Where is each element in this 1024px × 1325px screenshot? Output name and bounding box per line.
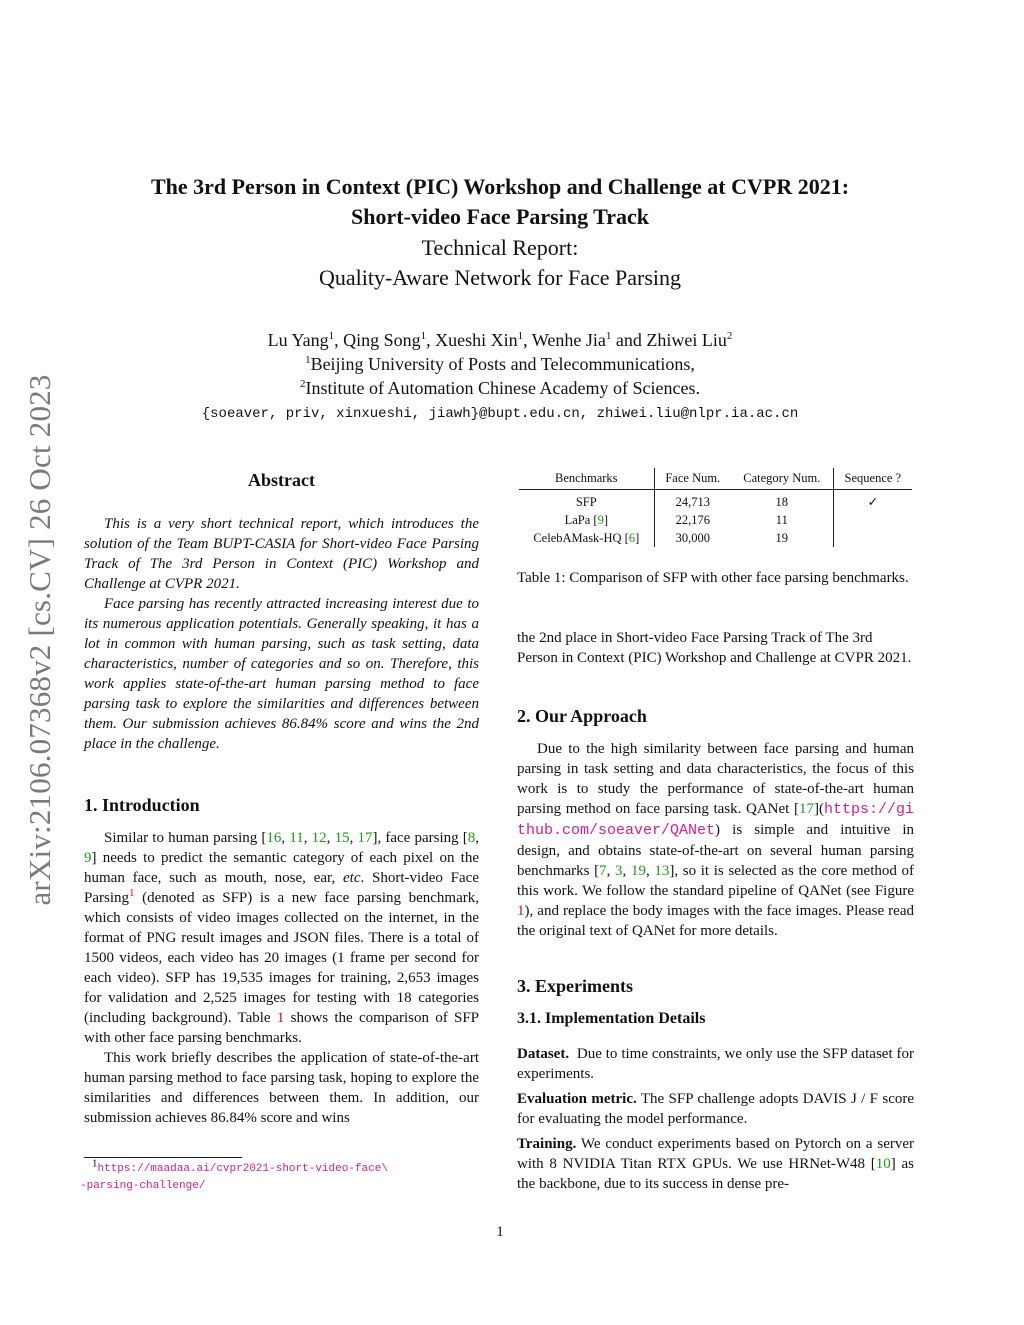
text-run: CelebAMask-HQ [: [533, 531, 629, 545]
citation-link[interactable]: 11: [289, 830, 304, 846]
table-ref-link[interactable]: 1: [276, 1010, 285, 1026]
author-emails: {soeaver, priv, xinxueshi, jiawh}@bupt.edu.cn, zhiwei.liu@nlpr.ia.ac.cn: [201, 406, 799, 422]
training-paragraph: [517, 1134, 914, 1194]
table-cell: 11: [731, 511, 833, 529]
intro-paragraph-1: Similar to human parsing [16, 11, 12, 15, 17], face parsing [8, 9] needs to predict the semantic category of each pixel on the human face, such as mouth, nose, ear, etc. Short-video Face Parsing$^1$ (denoted as SFP) is a new face parsing benchmark, which consists of video images collected on the internet, in the format of PNG result images and JSON files. There is a total of 1500 videos, each video has 20 images (1 frame per second for each video). SFP has 19,535 images for training, 2,653 images for validation and 2,525 images for testing with 18 categories (including background). Table 1 shows the comparison of SFP with other face parsing benchmarks.: [84, 830, 480, 1046]
abstract-heading: Abstract: [248, 470, 315, 490]
text-run: Similar to human parsing [: [104, 830, 267, 846]
text-run: ], so it is selected as the core method of this work. We follow the standard pipeline of QANet (see Figure: [517, 863, 915, 899]
citation-link[interactable]: 10: [875, 1156, 891, 1172]
author-name: Qing Song: [343, 330, 421, 350]
citation-link[interactable]: 16: [266, 830, 282, 846]
footnote-rule: [84, 1157, 242, 1158]
checkmark-icon: ✓: [867, 495, 879, 509]
subsection-heading-implementation: 3.1. Implementation Details: [517, 1010, 706, 1027]
table-cell: 24,713: [675, 495, 710, 509]
paper-title-line-2: Short-video Face Parsing Track: [351, 204, 649, 229]
section-heading-approach: 2. Our Approach: [517, 706, 647, 726]
table-caption: Table 1: Comparison of SFP with other face parsing benchmarks.: [517, 570, 909, 586]
intro-continuation: the 2nd place in Short-video Face Parsing Track of The 3rd Person in Context (PIC) Workshop and Challenge at CVPR 2021.: [517, 630, 912, 666]
approach-body: [517, 739, 914, 941]
citation-link[interactable]: 17: [357, 830, 373, 846]
author-affil-mark: 2: [726, 330, 733, 342]
author-affil-mark: 1: [420, 330, 427, 342]
table-cell: CelebAMask-HQ [6]: [519, 529, 654, 547]
paper-title-line-1: The 3rd Person in Context (PIC) Workshop and Challenge at CVPR 2021:: [150, 174, 850, 199]
text-run: (denoted as SFP) is a new face parsing benchmark, which consists of video images collected on the internet, in the format of PNG result images and JSON files. There is a total of 1500 videos, each video has 20 images (1 frame per second for each video). SFP has 19,535 images for training, 2,653 images for validation and 2,525 images for testing with 18 categories (including background). Table: [84, 890, 479, 1026]
citation-link[interactable]: 17: [798, 801, 814, 817]
text-run: ], face parsing [: [372, 830, 468, 846]
table-cell: 30,000: [675, 531, 710, 545]
benchmark-table: [519, 468, 912, 547]
metric-paragraph: [517, 1089, 914, 1129]
footnote-link[interactable]: 1: [129, 887, 135, 899]
table-header-cell: Benchmarks: [519, 468, 654, 490]
affil-text: Beijing University of Posts and Telecommunications,: [310, 354, 695, 374]
table-cell: 19: [731, 529, 833, 547]
author-name: Lu Yang: [267, 330, 329, 350]
text-run: LaPa [: [564, 513, 598, 527]
author-name: Xueshi Xin: [435, 330, 518, 350]
intro-paragraph-2: This work briefly describes the application of state-of-the-art human parsing method to face parsing task, hoping to explore the similarities and differences between them. In addition, our submission achieves 86.84% score and wins: [84, 1050, 479, 1126]
author-sep: and: [611, 330, 647, 350]
table-header-row: [519, 468, 912, 490]
affiliation-1: [0, 354, 1000, 375]
citation-link[interactable]: 13: [654, 863, 670, 879]
text-run: ] needs to predict the semantic category of each pixel on the human face, such as mouth, nose, ear,: [84, 850, 479, 886]
author-sep: ,: [334, 330, 344, 350]
dataset-paragraph: [517, 1044, 914, 1084]
table-row: [519, 490, 912, 512]
affil-mark: 1: [305, 354, 311, 366]
table-header-cell: Face Num.: [665, 471, 721, 485]
affil-mark: 2: [300, 378, 306, 390]
table-header-cell: Category Num.: [731, 468, 833, 490]
author-name: Zhiwei Liu: [646, 330, 727, 350]
run-in-label: Training.: [517, 1136, 577, 1152]
paper-subtitle-line-1: Technical Report:: [421, 235, 579, 260]
abstract-paragraph-2: Face parsing has recently attracted increasing interest due to its numerous application potentials. Generally speaking, it has a lot in common with human parsing, such as task setting, data characteristics, number of categories and so on. Therefore, this work applies state-of-the-art human parsing method to face parsing task to explore the similarities and differences between them. Our submission achieves 86.84% score and wins the 2nd place in the challenge.: [84, 596, 479, 752]
citation-link[interactable]: 9: [84, 850, 92, 866]
table-cell: [833, 511, 912, 529]
arxiv-stamp: arXiv:2106.07368v2 [cs.CV] 26 Oct 2023: [22, 374, 57, 906]
author-sep: ,: [426, 330, 436, 350]
citation-link[interactable]: 3: [615, 863, 623, 879]
table-row: [519, 511, 912, 529]
footnote: [80, 1157, 487, 1194]
footnote-mark: 1: [92, 1157, 98, 1170]
text-run-italic: etc: [343, 870, 361, 886]
page-number: 1: [496, 1224, 504, 1240]
figure-ref-link[interactable]: 1: [517, 903, 525, 919]
author-affil-mark: 1: [328, 330, 335, 342]
citation-link[interactable]: 6: [628, 531, 636, 545]
table-cell: SFP: [519, 490, 654, 512]
github-url-link[interactable]: https://github.com/soeaver/QANet: [517, 801, 914, 839]
text-run: shows the comparison of SFP with other face parsing benchmarks.: [84, 1010, 479, 1046]
affil-text: Institute of Automation Chinese Academy of Sciences.: [305, 378, 700, 398]
author-sep: ,: [523, 330, 532, 350]
footnote-url-link-cont[interactable]: -parsing-challenge/: [80, 1180, 206, 1192]
author-name: Wenhe Jia: [531, 330, 606, 350]
run-in-label: Dataset.: [517, 1046, 570, 1062]
approach-paragraph: Due to the high similarity between face parsing and human parsing in task setting and data characteristics, the focus of this work is to study the performance of state-of-the-art human parsing method on face parsing task. QANet [17](https://github.com/soeaver/QANet) is simple and intuitive in design, and obtains state-of-the-art on several human parsing benchmarks [7, 3, 19, 13], so it is selected as the core method of this work. We follow the standard pipeline of QANet (see Figure 1), and replace the body images with the face images. Please read the original text of QANet for more details.: [517, 741, 915, 939]
author-affil-mark: 1: [605, 330, 612, 342]
table-cell: 22,176: [675, 513, 710, 527]
footnote-url-link[interactable]: https://maadaa.ai/cvpr2021-short-video-face\: [97, 1163, 388, 1175]
paper-subtitle-line-2: Quality-Aware Network for Face Parsing: [318, 265, 682, 290]
text-run: We conduct experiments based on Pytorch on a server with 8 NVIDIA Titan RTX GPUs. We use HRNet-W48 [: [517, 1136, 914, 1172]
introduction-body: [84, 828, 479, 1128]
section-heading-experiments: 3. Experiments: [517, 976, 633, 996]
table-row: [519, 529, 912, 547]
citation-link[interactable]: 15: [334, 830, 350, 846]
abstract-paragraph-1: This is a very short technical report, which introduces the solution of the Team BUPT-CASIA for Short-video Face Parsing Track of The 3rd Person in Context (PIC) Workshop and Challenge at CVPR 2021.: [84, 516, 479, 592]
citation-link[interactable]: 12: [311, 830, 327, 846]
table-cell: 18: [731, 490, 833, 512]
text-run: ) is simple and intuitive in design, and obtains state-of-the-art on several human parsing benchmarks [: [517, 822, 914, 879]
text-run: . Short-video Face Parsing: [84, 870, 479, 906]
text-run: ](: [813, 801, 824, 817]
table-header-cell: Sequence ?: [844, 471, 902, 485]
text-run: The SFP challenge adopts DAVIS J / F score for evaluating the model performance.: [517, 1091, 914, 1127]
benchmark-table-grid: [519, 468, 912, 547]
author-list: [0, 330, 1000, 351]
text-run: ] as the backbone, due to its success in dense pre-: [517, 1156, 914, 1192]
abstract-body: [84, 514, 479, 754]
citation-link[interactable]: 8: [467, 830, 476, 846]
affiliation-2: [0, 378, 1000, 399]
section-heading-introduction: 1. Introduction: [84, 795, 200, 815]
citation-link[interactable]: 7: [599, 863, 607, 879]
table-cell: LaPa [9]: [519, 511, 654, 529]
text-run: Due to time constraints, we only use the SFP dataset for experiments.: [517, 1046, 914, 1082]
table-cell: [833, 529, 912, 547]
run-in-label: Evaluation metric.: [517, 1091, 637, 1107]
text-run: ), and replace the body images with the face images. Please read the original text of QANet for more details.: [517, 903, 914, 939]
citation-link[interactable]: 9: [597, 513, 604, 527]
citation-link[interactable]: 19: [630, 863, 646, 879]
text-run: Due to the high similarity between face parsing and human parsing in task setting and data characteristics, the focus of this work is to study the performance of state-of-the-art human parsing method on face parsing task. QANet [: [517, 741, 914, 817]
author-affil-mark: 1: [517, 330, 524, 342]
